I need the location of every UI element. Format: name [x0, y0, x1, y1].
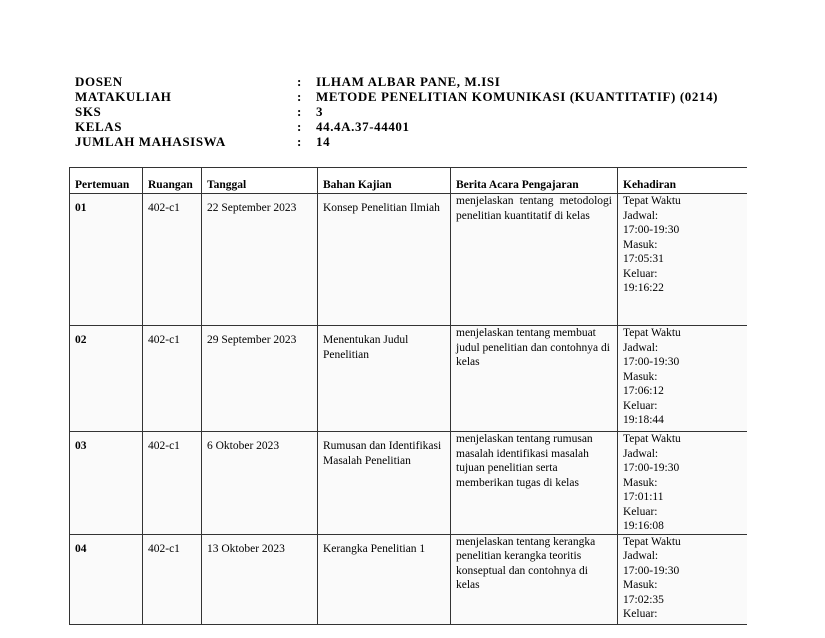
- cell-bahan-kajian: Konsep Penelitian Ilmiah: [318, 194, 451, 326]
- info-row-sks: [75, 104, 775, 119]
- info-colon: :: [297, 119, 302, 134]
- cell-kehadiran: [618, 326, 748, 432]
- table-row: [70, 326, 748, 432]
- cell-pertemuan: 01: [70, 194, 143, 326]
- info-row-matakuliah: [75, 89, 775, 104]
- table-row: [70, 432, 748, 535]
- info-value: 14: [316, 134, 331, 149]
- teaching-log-table: [69, 167, 747, 625]
- cell-berita-acara: menjelaskan tentang rumusan masalah identifikasi masalah tujuan penelitian serta memberikan tugas di kelas: [451, 432, 618, 535]
- kehadiran-jadwal-value: 17:00-19:30: [623, 224, 680, 236]
- cell-pertemuan: 04: [70, 534, 143, 624]
- info-label: JUMLAH MAHASISWA: [75, 134, 226, 149]
- column-header-pertemuan: Pertemuan: [70, 168, 143, 194]
- kehadiran-masuk-label: Masuk:: [623, 476, 658, 489]
- kehadiran-keluar-label: Keluar:: [623, 608, 658, 620]
- info-row-dosen: [75, 74, 775, 89]
- info-colon: :: [297, 134, 302, 149]
- kehadiran-jadwal-value: 17:00-19:30: [623, 462, 680, 474]
- cell-pertemuan: 02: [70, 326, 143, 432]
- kehadiran-masuk-label: Masuk:: [623, 238, 658, 251]
- kehadiran-status: Tepat Waktu: [623, 535, 681, 548]
- column-header-ruangan: Ruangan: [143, 168, 202, 194]
- table-header-row: [70, 168, 748, 194]
- kehadiran-jadwal-label: Jadwal:: [623, 447, 659, 460]
- info-value: 3: [316, 104, 324, 119]
- info-row-kelas: [75, 119, 775, 134]
- cell-tanggal: 29 September 2023: [202, 326, 318, 432]
- kehadiran-masuk-value: 17:02:35: [623, 593, 664, 606]
- info-label: DOSEN: [75, 74, 123, 89]
- kehadiran-status: Tepat Waktu: [623, 433, 681, 445]
- course-info-header: [75, 74, 775, 149]
- cell-kehadiran: [618, 534, 748, 624]
- cell-tanggal: 6 Oktober 2023: [202, 432, 318, 535]
- kehadiran-keluar-value: 19:16:22: [623, 282, 664, 294]
- table-row: [70, 194, 748, 326]
- column-header-berita-acara: Berita Acara Pengajaran: [451, 168, 618, 194]
- kehadiran-keluar-value: 19:18:44: [623, 414, 664, 426]
- cell-ruangan: 402-c1: [143, 194, 202, 326]
- info-value: 44.4A.37-44401: [316, 119, 410, 134]
- info-label: KELAS: [75, 119, 123, 134]
- column-header-tanggal: Tanggal: [202, 168, 318, 194]
- cell-kehadiran: [618, 194, 748, 326]
- kehadiran-keluar-value: 19:16:08: [623, 520, 664, 532]
- cell-ruangan: 402-c1: [143, 326, 202, 432]
- cell-berita-acara: menjelaskan tentang kerangka penelitian kerangka teoritis konseptual dan contohnya di kelas: [451, 534, 618, 624]
- kehadiran-jadwal-value: 17:00-19:30: [623, 564, 680, 577]
- info-value: METODE PENELITIAN KOMUNIKASI (KUANTITATIF) (0214): [316, 89, 719, 104]
- cell-pertemuan: 03: [70, 432, 143, 535]
- info-row-jumlah-mahasiswa: [75, 134, 775, 149]
- kehadiran-status: Tepat Waktu: [623, 195, 681, 207]
- cell-berita-acara: menjelaskan tentang metodologi penelitian kuantitatif di kelas: [451, 194, 618, 326]
- table-row: [70, 534, 748, 624]
- cell-bahan-kajian: Menentukan Judul Penelitian: [318, 326, 451, 432]
- kehadiran-status: Tepat Waktu: [623, 327, 681, 339]
- column-header-bahan-kajian: Bahan Kajian: [318, 168, 451, 194]
- kehadiran-masuk-value: 17:05:31: [623, 253, 664, 265]
- kehadiran-keluar-label: Keluar:: [623, 399, 658, 412]
- column-header-kehadiran: Kehadiran: [618, 168, 748, 194]
- kehadiran-masuk-value: 17:01:11: [623, 491, 664, 503]
- kehadiran-jadwal-label: Jadwal:: [623, 209, 659, 222]
- kehadiran-masuk-label: Masuk:: [623, 579, 658, 591]
- info-colon: :: [297, 104, 302, 119]
- cell-tanggal: 13 Oktober 2023: [202, 534, 318, 624]
- cell-berita-acara: menjelaskan tentang membuat judul penelitian dan contohnya di kelas: [451, 326, 618, 432]
- cell-tanggal: 22 September 2023: [202, 194, 318, 326]
- cell-bahan-kajian: Kerangka Penelitian 1: [318, 534, 451, 624]
- kehadiran-jadwal-label: Jadwal:: [623, 550, 659, 562]
- info-value: ILHAM ALBAR PANE, M.ISI: [316, 74, 501, 89]
- info-colon: :: [297, 74, 302, 89]
- kehadiran-keluar-label: Keluar:: [623, 505, 658, 518]
- info-label: MATAKULIAH: [75, 89, 172, 104]
- kehadiran-jadwal-label: Jadwal:: [623, 341, 659, 354]
- cell-kehadiran: [618, 432, 748, 535]
- info-colon: :: [297, 89, 302, 104]
- kehadiran-masuk-value: 17:06:12: [623, 385, 664, 397]
- teaching-log-table-container: [69, 167, 747, 627]
- cell-ruangan: 402-c1: [143, 534, 202, 624]
- kehadiran-keluar-label: Keluar:: [623, 267, 658, 280]
- cell-bahan-kajian: Rumusan dan Identifikasi Masalah Penelitian: [318, 432, 451, 535]
- kehadiran-masuk-label: Masuk:: [623, 370, 658, 383]
- info-label: SKS: [75, 104, 102, 119]
- cell-ruangan: 402-c1: [143, 432, 202, 535]
- kehadiran-jadwal-value: 17:00-19:30: [623, 356, 680, 368]
